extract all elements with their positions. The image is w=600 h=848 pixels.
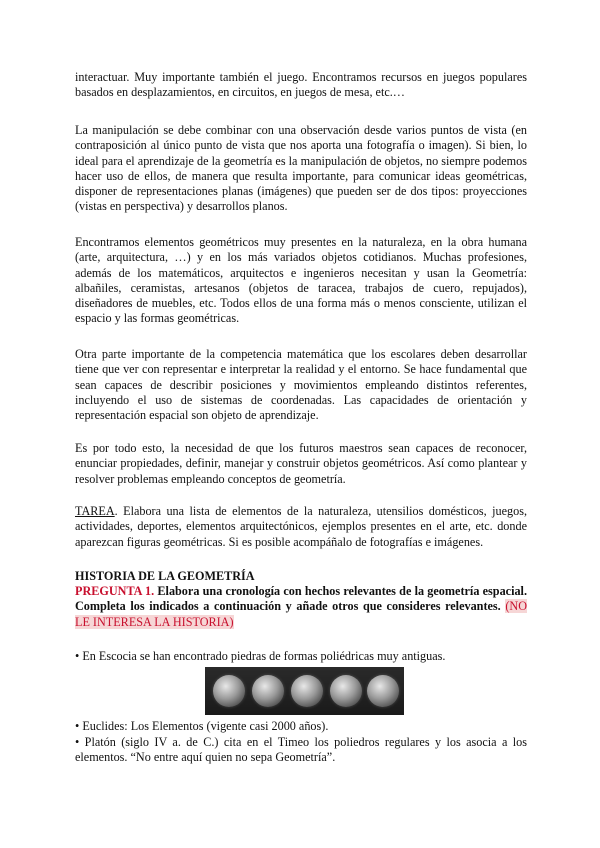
paragraph-tarea [75,504,527,550]
question-block [75,584,527,630]
question-text: Elabora una cronología con hechos relevantes de la geometría espacial. Completa los indicados a continuación y añade otros que consideres relevantes. [75,584,527,614]
section-title: HISTORIA DE LA GEOMETRÍA [75,569,255,583]
paragraph-intro: interactuar. Muy importante también el juego. Encontramos recursos en juegos populares basados en desplazamientos, en circuitos, en juegos de mesa, etc.… [75,70,527,100]
tarea-label: TAREA [75,504,115,518]
paragraph-teachers: Es por todo esto, la necesidad de que los futuros maestros sean capaces de reconocer, enunciar propiedades, definir, manejar y construir objetos geométricos. Así como plantear y resolver problemas empleando conceptos de geometría. [75,441,527,486]
paragraph-manipulation: La manipulación se debe combinar con una observación desde varios puntos de vista (en contraposición al único punto de vista que nos aporta una fotografía o imagen). Si bien, lo ideal para el aprendizaje de la geometría es la manipulación de objetos, no siempre podemos hacer uso de ellos, de manera que resulta importante, para comunicar ideas geométricas, disponer de representaciones planas (imágenes) que pueden ser de dos tipos: proyecciones (vistas en perspectiva) y desarrollos planos. [75,123,527,214]
carved-stone-ball [213,675,245,707]
question-label: PREGUNTA 1. [75,584,155,598]
stone-balls-image [205,667,404,715]
paragraph-nature: Encontramos elementos geométricos muy presentes en la naturaleza, en la obra humana (arte, arquitectura, …) y en los más variados objetos cotidianos. Muchas profesiones, además de los matemáticos, arquitectos e ingenieros necesitan y usan la Geometría: albañiles, ceramistas, artesanos (objetos de taracea, trabajos de cuero, repujados), diseñadores de muebles, etc. Todos ellos de una forma más o menos consciente, utilizan el espacio y las formas geométricas. [75,235,527,326]
carved-stone-ball [330,675,362,707]
carved-stone-ball [291,675,323,707]
carved-stone-ball [252,675,284,707]
paragraph-competence: Otra parte importante de la competencia matemática que los escolares deben desarrollar tiene que ver con representar e interpretar la realidad y el entorno. Se hace fundamental que sean capaces de describir posiciones y movimientos empleando distintos referentes, incluyendo el uso de sistemas de coordenadas. Las capacidades de orientación y representación espacial son objeto de aprendizaje. [75,347,527,423]
carved-stone-ball [367,675,399,707]
tarea-text: . Elabora una lista de elementos de la naturaleza, utensilios domésticos, juegos, actividades, deportes, elementos arquitectónicos, ejemplos presentes en el arte, etc. donde aparezcan figuras geométricas. Si es posible acompáñalo de fotografías e imágenes. [75,504,527,549]
question-note: (NO LE INTERESA LA HISTORIA) [75,599,528,629]
bullet-plato: • Platón (siglo IV a. de C.) cita en el Timeo los poliedros regulares y los asocia a los elementos. “No entre aquí quien no sepa Geometría”. [75,735,527,765]
bullet-euclid: • Euclides: Los Elementos (vigente casi 2000 años). [75,719,329,733]
bullet-scotland: • En Escocia se han encontrado piedras de formas poliédricas muy antiguas. [75,649,446,663]
